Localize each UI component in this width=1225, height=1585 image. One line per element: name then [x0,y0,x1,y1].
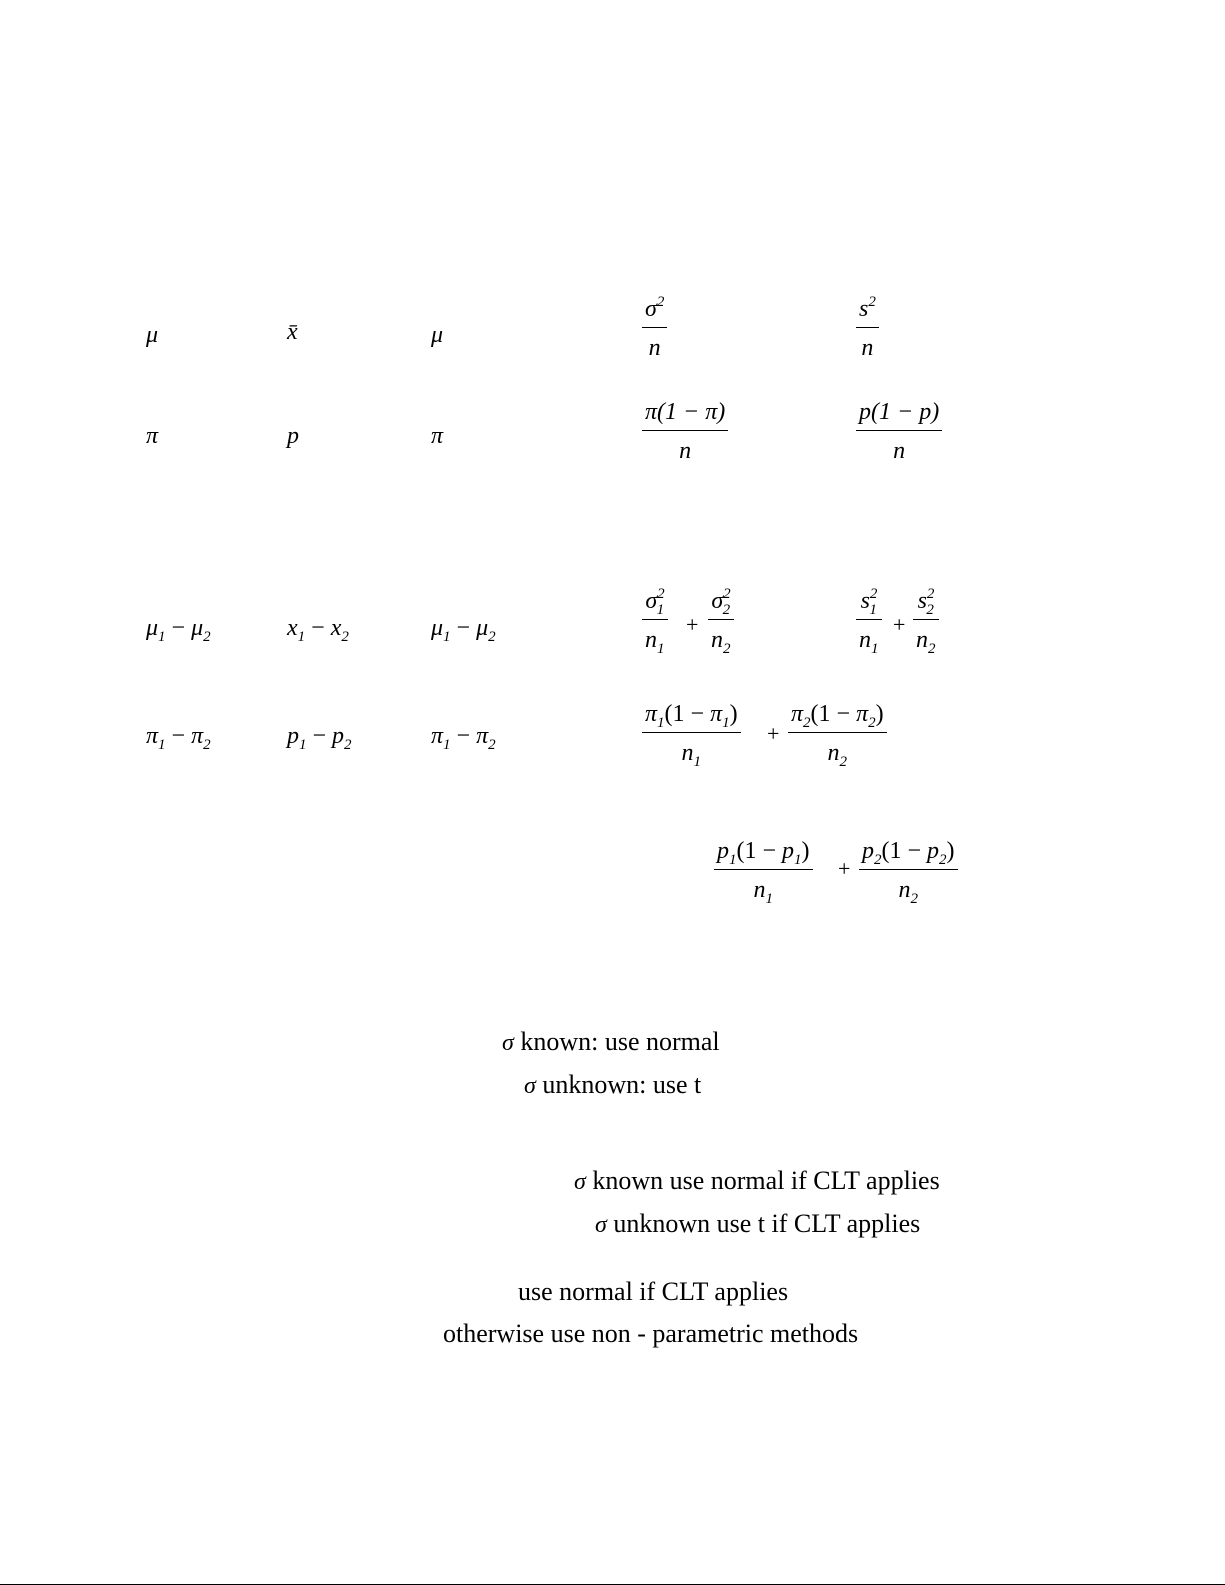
note-sigma-unknown-clt: σ unknown use t if CLT applies [595,1209,921,1238]
row4-variance-parameter-plus: + [767,721,780,746]
row3-mean: $\mu_1 - \mu_2$ [431,615,496,645]
row4-variance-parameter-term1: $\pi_1(1 - \pi_1)$ $n_1$ [642,702,741,765]
note-sigma-known-normal: σ known: use normal [502,1027,720,1056]
row4-statistic: $p_1 - p_2$ [287,723,352,753]
row3-variance-statistic-plus: + [893,612,906,637]
row1-variance-parameter: $\sigma^2$ n [642,297,667,360]
sigma-symbol: σ [574,1169,586,1195]
row5-variance-statistic-term1: $p_1(1 - p_1)$ $n_1$ [714,839,813,902]
row3-parameter: $\mu_1 - \mu_2$ [146,615,211,645]
row1-variance-statistic: $s^2$ n [856,297,879,360]
sigma-symbol: σ [524,1073,536,1099]
row1-mean: μ [431,322,444,348]
sigma-symbol: σ [595,1212,607,1238]
row5-variance-statistic-term2: $p_2(1 - p_2)$ $n_2$ [859,839,958,902]
row4-mean: $\pi_1 - \pi_2$ [431,723,496,753]
row1-parameter: μ [146,322,159,348]
row3-variance-parameter-plus: + [686,612,699,637]
note-sigma-unknown-t: σ unknown: use t [524,1070,702,1099]
row4-variance-parameter-term2: $\pi_2(1 - \pi_2)$ $n_2$ [788,702,887,765]
sigma-symbol: σ [502,1030,514,1056]
row5-variance-statistic-plus: + [838,856,851,881]
note-sigma-known-clt: σ known use normal if CLT applies [574,1166,940,1195]
note-nonparametric: otherwise use non - parametric methods [443,1319,859,1348]
row4-parameter: $\pi_1 - \pi_2$ [146,723,211,753]
row2-variance-parameter: π(1 − π) n [642,400,728,463]
row2-mean: π [431,423,444,449]
row3-variance-parameter-term1: $\sigma^2_1$ $n_1$ [642,589,668,652]
row3-variance-statistic-term1: $s^2_1$ $n_1$ [856,589,882,652]
row2-variance-statistic: p(1 − p) n [856,400,942,463]
note-normal-clt: use normal if CLT applies [518,1277,789,1306]
row3-statistic: $x_1 - x_2$ [287,615,349,645]
row3-variance-statistic-term2: $s^2_2$ $n_2$ [913,589,939,652]
row3-variance-parameter-term2: $\sigma^2_2$ $n_2$ [708,589,734,652]
row2-statistic: p [287,423,299,449]
row1-statistic: x̄ [287,319,298,345]
row2-parameter: π [146,423,159,449]
